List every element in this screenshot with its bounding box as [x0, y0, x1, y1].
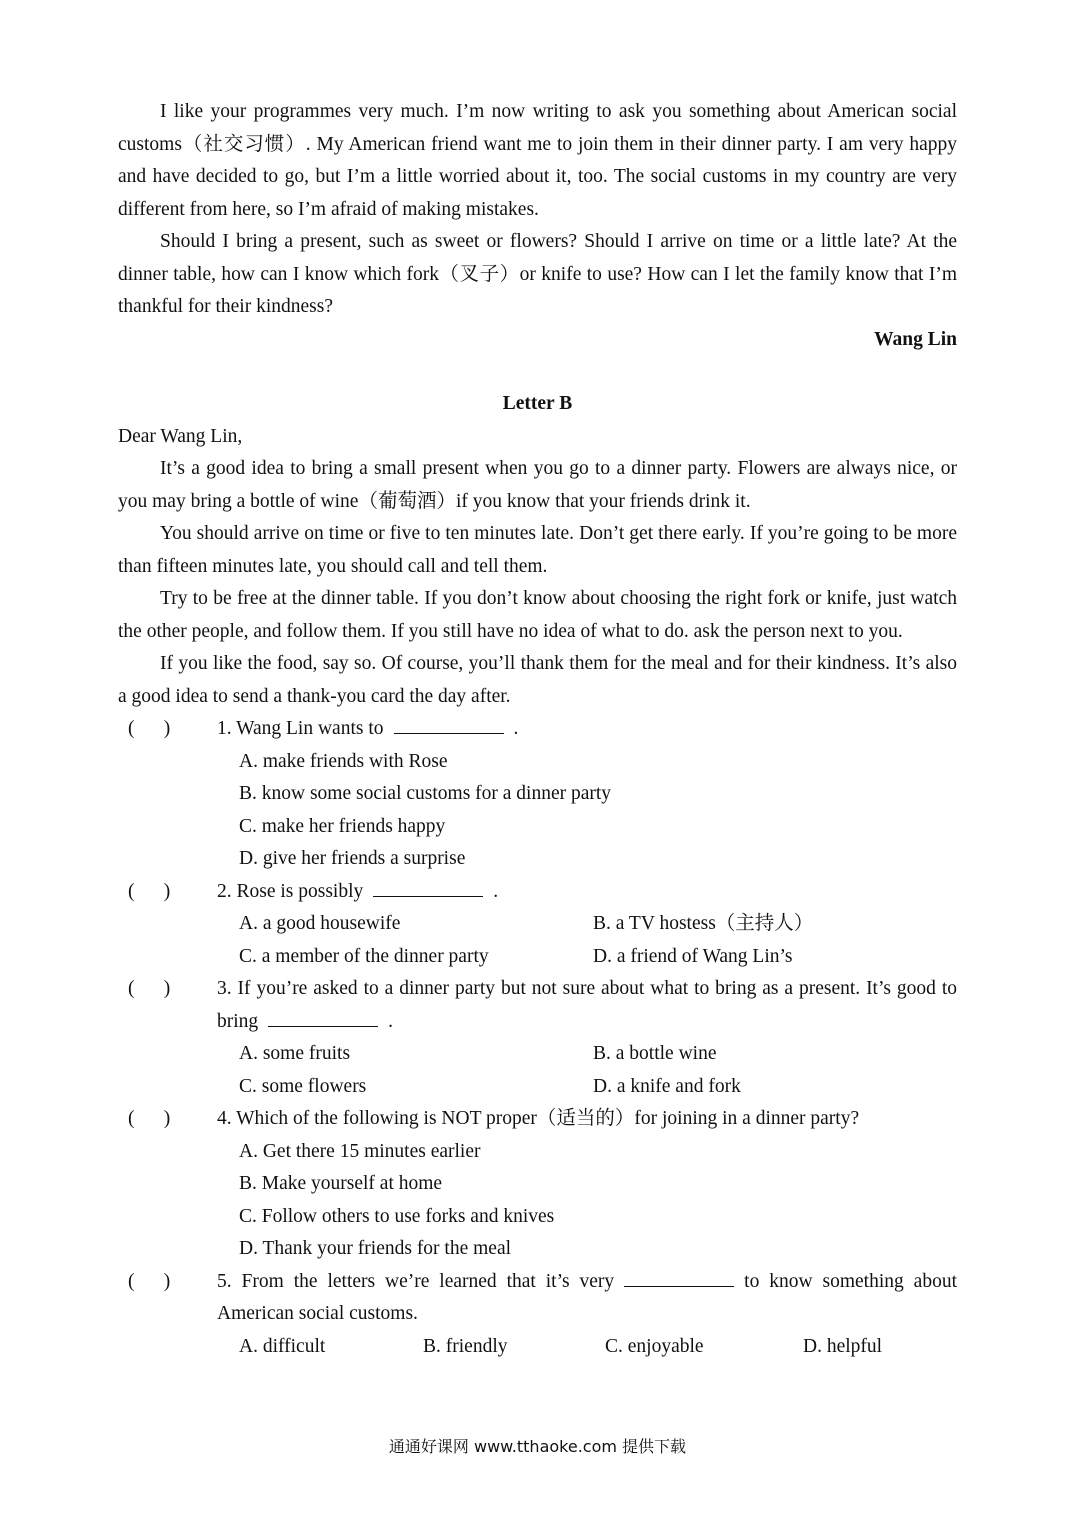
question-2: [118, 876, 957, 909]
question-stem-end: .: [493, 880, 499, 902]
question-stem-end: to know something about American social customs.: [217, 1270, 957, 1324]
question-stem-text: 2. Rose is possibly: [217, 880, 364, 902]
letter-b-paragraph-3: Try to be free at the dinner table. If you don’t know about choosing the right fork or knife, just watch the other people, and follow them. If you still have no idea of what to do. ask the person next to you.: [118, 588, 957, 642]
letter-b-paragraph-1: It’s a good idea to bring a small present when you go to a dinner party. Flowers are always nice, or you may bring a bottle of wine（葡萄酒）if you know that your friends drink it.: [118, 458, 957, 512]
option-d: D. a knife and fork: [593, 1075, 741, 1097]
option-a: A. make friends with Rose: [239, 750, 448, 772]
option-a: A. difficult: [239, 1335, 326, 1357]
question-3: [118, 973, 957, 1038]
option-a: A. Get there 15 minutes earlier: [239, 1140, 481, 1162]
option-d: D. Thank your friends for the meal: [239, 1238, 512, 1259]
answer-parentheses[interactable]: ( ): [128, 718, 171, 739]
answer-parentheses[interactable]: ( ): [128, 978, 171, 999]
option-a: A. a good housewife: [239, 913, 401, 934]
question-stem-end: .: [388, 1010, 394, 1032]
options-row: [239, 908, 957, 941]
question-stem: [217, 876, 957, 909]
letter-a-paragraph-1: I like your programmes very much. I’m now writing to ask you something about American social customs（社交习惯）. My American friend want me to join them in their dinner party. I am very happy and have decided to go, but I’m a little worried about it, too. The social customs in my country are very different from here, so I’m afraid of making mistakes.: [118, 101, 957, 220]
option-c: C. make her friends happy: [239, 815, 446, 837]
question-stem-text: 5. From the letters we’re learned that it’s very: [217, 1270, 615, 1292]
letter-a-paragraph-2: Should I bring a present, such as sweet or flowers? Should I arrive on time or a little late? At the dinner table, how can I know which fork（叉子）or knife to use? How can I let the family know that I’m thankful for their kindness?: [118, 231, 957, 317]
answer-blank[interactable]: [268, 1008, 378, 1027]
options-row: [239, 1038, 957, 1071]
answer-parentheses[interactable]: ( ): [128, 1270, 171, 1292]
letter-a-signature: Wang Lin: [874, 328, 957, 350]
document-page: [118, 96, 957, 1363]
options-row: [239, 1071, 957, 1104]
option-b: B. Make yourself at home: [239, 1173, 443, 1194]
options-row: [239, 1331, 957, 1364]
option-b: B. a TV hostess（主持人）: [593, 913, 814, 934]
letter-b-paragraph-4: If you like the food, say so. Of course, you’ll thank them for the meal and for their kindness. It’s also a good idea to send a thank-you card the day after.: [118, 653, 957, 707]
letter-b-paragraph-2: You should arrive on time or five to ten minutes late. Don’t get there early. If you’re going to be more than fifteen minutes late, you should call and tell them.: [118, 523, 957, 577]
answer-parentheses[interactable]: ( ): [128, 880, 171, 902]
option-c: C. enjoyable: [605, 1335, 704, 1357]
option-b: B. friendly: [423, 1335, 508, 1357]
option-c: C. some flowers: [239, 1075, 367, 1097]
question-stem-text: 3. If you’re asked to a dinner party but not sure about what to bring as a present. It’s good to bring: [217, 978, 957, 1032]
question-5: [118, 1266, 957, 1331]
question-stem: [217, 973, 957, 1038]
option-a: A. some fruits: [239, 1043, 351, 1064]
question-stem: [217, 713, 957, 746]
answer-blank[interactable]: [373, 878, 483, 897]
option-d: D. helpful: [803, 1335, 883, 1357]
question-stem: [217, 1266, 957, 1331]
option-d: D. a friend of Wang Lin’s: [593, 945, 793, 967]
option-c: C. a member of the dinner party: [239, 945, 489, 967]
answer-blank[interactable]: [624, 1268, 734, 1287]
letter-b-salutation: Dear Wang Lin,: [118, 425, 243, 447]
options-row: [239, 941, 957, 974]
question-4: [118, 1103, 957, 1136]
answer-parentheses[interactable]: ( ): [128, 1108, 171, 1129]
question-stem-text: 1. Wang Lin wants to: [217, 718, 384, 739]
option-b: B. know some social customs for a dinner party: [239, 783, 612, 804]
answer-blank[interactable]: [394, 715, 504, 734]
question-1: [118, 713, 957, 746]
option-b: B. a bottle wine: [593, 1043, 717, 1064]
option-d: D. give her friends a surprise: [239, 848, 466, 869]
option-c: C. Follow others to use forks and knives: [239, 1205, 555, 1227]
question-stem: 4. Which of the following is NOT proper（适当的）for joining in a dinner party?: [217, 1108, 860, 1129]
letter-b-title: Letter B: [502, 393, 573, 414]
question-stem-end: .: [513, 718, 519, 739]
page-footer: 通通好课网 www.tthaoke.com 提供下载: [388, 1437, 687, 1456]
